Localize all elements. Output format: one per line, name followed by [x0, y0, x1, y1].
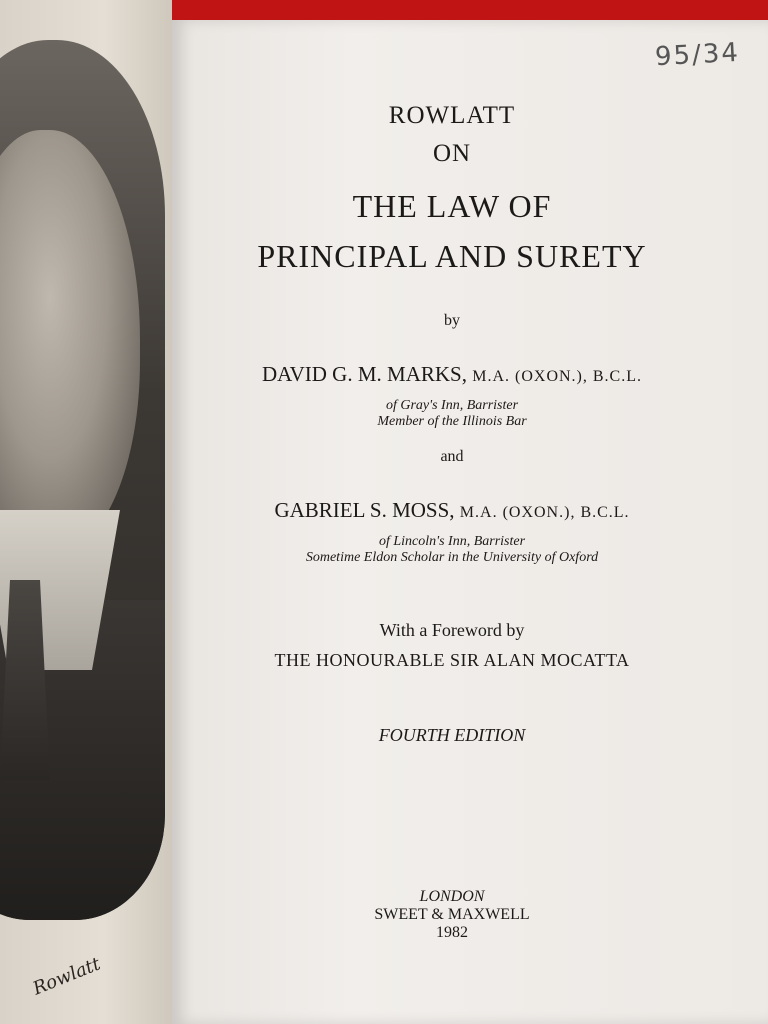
and-label: and [440, 448, 464, 465]
foreword-intro: With a Foreword by [379, 620, 525, 640]
publisher-year: 1982 [436, 924, 468, 941]
foreword-author: THE HONOURABLE SIR ALAN MOCATTA [274, 650, 630, 670]
author-2 [172, 498, 732, 523]
author-2-name: GABRIEL S. MOSS, [274, 498, 455, 522]
portrait-caption: Rowlatt [30, 953, 104, 1000]
author-2-line-1: of Lincoln's Inn, Barrister [378, 534, 526, 549]
author-2-affiliation [172, 534, 732, 566]
frontispiece-page [0, 0, 172, 1024]
portrait-head [0, 130, 140, 550]
author-1 [172, 362, 732, 387]
title-line-2: ON [432, 140, 472, 167]
shelfmark-handwritten: 95/34 [654, 37, 741, 73]
title-page [172, 20, 768, 1024]
author-1-line-2: Member of the Illinois Bar [377, 414, 527, 429]
title-line-3: THE LAW OF [352, 188, 552, 224]
title-line-4: PRINCIPAL AND SURETY [257, 238, 647, 274]
author-1-line-1: of Gray's Inn, Barrister [385, 398, 519, 413]
edition: FOURTH EDITION [378, 725, 526, 745]
author-1-affiliation [172, 398, 732, 430]
author-2-line-2: Sometime Eldon Scholar in the University of Oxford [305, 550, 599, 565]
publisher-city: LONDON [419, 888, 485, 905]
author-1-degrees: M.A. (OXON.), B.C.L. [472, 368, 642, 385]
by-label: by [444, 312, 460, 329]
author-2-degrees: M.A. (OXON.), B.C.L. [459, 504, 630, 521]
publisher-name: SWEET & MAXWELL [374, 906, 530, 923]
portrait-photo [0, 40, 165, 920]
red-binding [160, 0, 768, 20]
author-1-name: DAVID G. M. MARKS, [261, 362, 467, 386]
title-line-1: ROWLATT [388, 102, 516, 129]
